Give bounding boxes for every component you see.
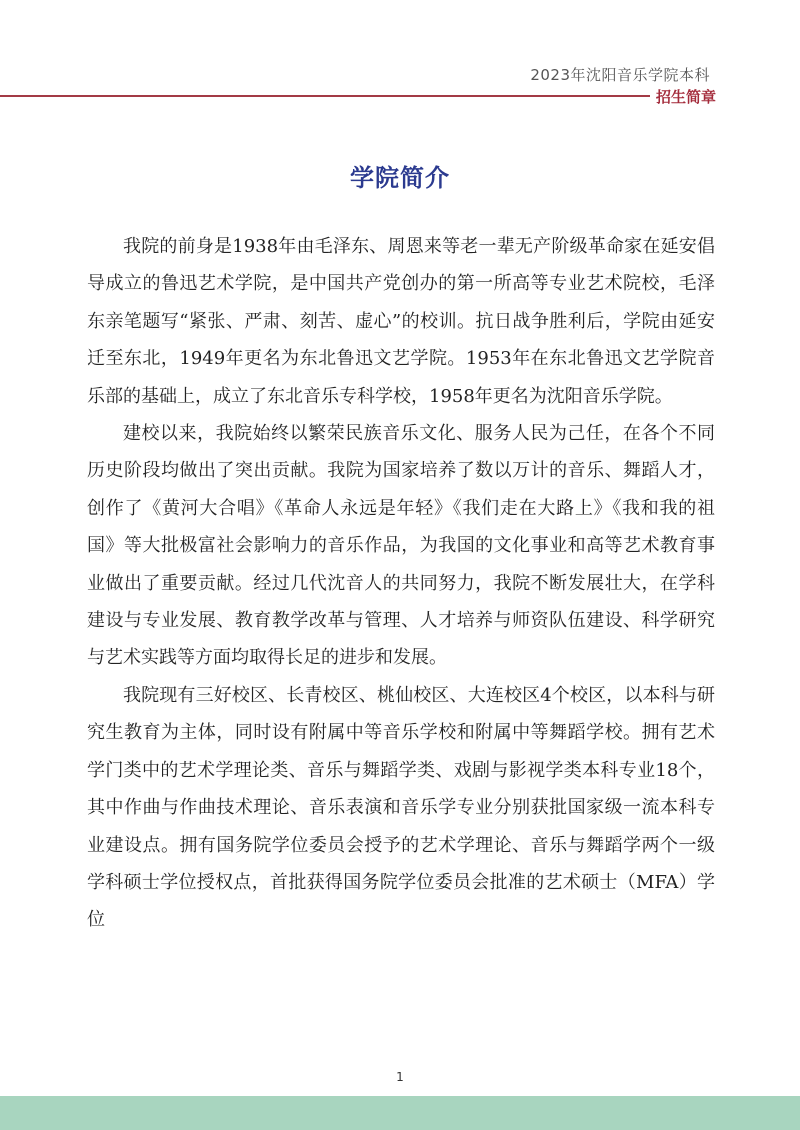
page-number: 1 xyxy=(396,1070,404,1084)
document-body xyxy=(87,228,715,939)
paragraph: 我院现有三好校区、长青校区、桃仙校区、大连校区4个校区，以本科与研究生教育为主体，同时设有附属中等音乐学校和附属中等舞蹈学校。拥有艺术学门类中的艺术学理论类、音乐与舞蹈学类、戏剧与影视学类本科专业18个，其中作曲与作曲技术理论、音乐表演和音乐学专业分别获批国家级一流本科专业建设点。拥有国务院学位委员会授予的艺术学理论、音乐与舞蹈学两个一级学科硕士学位授权点，首批获得国务院学位委员会批准的艺术硕士（MFA）学位 xyxy=(87,684,715,931)
paragraph: 我院的前身是1938年由毛泽东、周恩来等老一辈无产阶级革命家在延安倡导成立的鲁迅艺术学院，是中国共产党创办的第一所高等专业艺术院校，毛泽东亲笔题写“紧张、严肃、刻苦、虚心”的校训。抗日战争胜利后，学院由延安迁至东北，1949年更名为东北鲁迅文艺学院。1953年在东北鲁迅文艺学院音乐部的基础上，成立了东北音乐专科学校，1958年更名为沈阳音乐学院。 xyxy=(87,236,715,407)
header-title: 2023年沈阳音乐学院本科 xyxy=(530,66,710,84)
page-title: 学院简介 xyxy=(350,163,450,192)
footer-band xyxy=(0,1096,800,1130)
paragraph: 建校以来，我院始终以繁荣民族音乐文化、服务人民为己任，在各个不同历史阶段均做出了突出贡献。我院为国家培养了数以万计的音乐、舞蹈人才，创作了《黄河大合唱》《革命人永远是年轻》《我们走在大路上》《我和我的祖国》等大批极富社会影响力的音乐作品，为我国的文化事业和高等艺术教育事业做出了重要贡献。经过几代沈音人的共同努力，我院不断发展壮大，在学科建设与专业发展、教育教学改革与管理、人才培养与师资队伍建设、科学研究与艺术实践等方面均取得长足的进步和发展。 xyxy=(87,423,715,669)
header-divider xyxy=(0,95,708,97)
header-subtitle: 招生简章 xyxy=(650,86,716,107)
